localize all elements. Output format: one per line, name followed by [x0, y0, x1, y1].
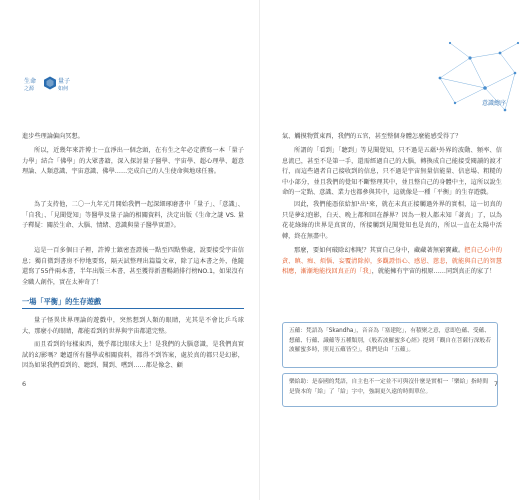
paragraph-lead: 那麼，要如何破除幻相呢？其實自己身中，藏藏著無窮寶藏。: [294, 247, 465, 254]
book-logo: [24, 76, 84, 106]
paragraph: [282, 246, 502, 278]
section-heading: [22, 297, 244, 309]
paragraph: 所謂的「看到」「聽到」等見聞覺知，只不過是五蘊¹外界的波動、頻率、信息流已，甚至不是第一手，還需經過自己的大腦，轉換成自己能接受閱讀的渡才行，而這些過者自己接收到的信息，只不過是宇宙無量信能量、信息場、粗糙的中小部分，並且我們的覺知不斷整理其中，並且整自己的身體中主，這所以說生命的一定點、意識、業力也都參與其中，這就像是一種「平衡」的生存遊戲。: [282, 147, 502, 197]
paragraph-tail: ，就能擁有宇宙的根原……同到真正的家了！: [371, 268, 496, 276]
footnote-box-1: [282, 322, 498, 368]
chapter-tag: 意識總序: [481, 100, 506, 107]
logo-text-4: 如何: [58, 86, 69, 92]
paragraph: 而且看到的每樣東西，幾乎都比眼球大上！是我們的大腦意識，是我們真實試的幻影嗎？聽逼所有醫學或相關資料，都得不到答案，處於真的都只是幻影，因為如果我們看到的、聽到、聞到、嚐到……都是像念、顧: [22, 341, 244, 370]
section-underline: [22, 308, 244, 309]
paragraph: 為了支持他，二〇一九年元月開始我們一起深細琢磨書中「量子」、「意識」、「自我」、「見聞覺知」等醫學及量子論的相關資料，決定出版《生命之謎 VS. 量子釋疑：關於生命、大腦、情緒、意識與量子醫學實證》。: [22, 201, 244, 230]
highlighted-text: 把自己心中的貪、瞋、痴、煩惱、妄覆清除掉，多觀證悟心、感恩、慈悲，就能與自己的智慧相應，漸漸地能找回真正的「我」: [282, 247, 503, 276]
network-graphic-icon: [430, 38, 520, 118]
page-number-left: 6: [22, 380, 27, 388]
paragraph: 因此，我們能憑依給加¹出¹來，就在未真正接觸過外界的實相，這一切真的只是夢幻泡影，白天、晚上都和回在靜界？因為一般人都未知「著真」了，以為花花綠綠的世界是真實的，所接觸到見聞覺知也是真的，所以一直在太陽中活轉，終在無盡中。: [282, 201, 502, 240]
paragraph: 進步些理論偏向冥想。: [22, 133, 84, 140]
section-title: 一場「平衡」的生存遊戲: [22, 297, 102, 306]
logo-text-1: 生命: [24, 78, 37, 85]
logo-text-3: 量子: [58, 78, 71, 85]
hexagon-logo-icon: [43, 76, 57, 90]
footnote-text-2: 樂給助：是泰國的梵語，自主也不一定並不可與沒什麼是實相一「樂給」指時間是資本的「給」了「給」字中，強調更久遠的時間單位。: [289, 379, 489, 395]
right-page: [260, 0, 520, 500]
footnote-text-1: 五蘊：梵語為「Skandha」，音音為「塞建陀」，有積聚之意，意即色蘊、受蘊、想蘊、行蘊、識蘊等五種類別，《般若波羅蜜多心經》提到「觀自在菩薩行深般若波羅蜜多時，照見五蘊皆空」，我們是由「五蘊」。: [289, 328, 491, 354]
footnote-box-2: [282, 373, 498, 407]
paragraph: 量子怪異世界理論的遊戲中，突然想到人類的眼睛，光其是不會比乒乓球大，那麼小的眼睛，都能看到的世界與宇宙都還完整。: [22, 317, 244, 335]
paragraph: 這是一百多個日子裡，許博士鎮密查證後一點至四點整處，說要接受宇宙信息；獨自微到書房不停地要寫，隔天試整理出篇篇文章，除了這本書之外，他隨還寫了55件兩本書，半年出版三本書，甚至獲得新書暢銷排行榜NO.1，如果沒有全職人創作，實在太神奇了！: [22, 247, 244, 286]
page-number-right: 7: [493, 380, 498, 388]
paragraph: 所以，近幾年來許博士一直淨出一個念頭，在有生之年必定撰寫一本「量子力學」結合「佛學」的大眾書籍，深入探討量子醫學、宇宙學、超心理學、超意理論、人類意識、宇宙意識、佛學……完成自己的人生使命與地球任務。: [22, 147, 244, 176]
paragraph: 氣、觸摸物質東西，我們的五官，甚至整個身體怎麼能感受得了？: [282, 133, 462, 140]
logo-text-2: 之源: [24, 86, 35, 92]
